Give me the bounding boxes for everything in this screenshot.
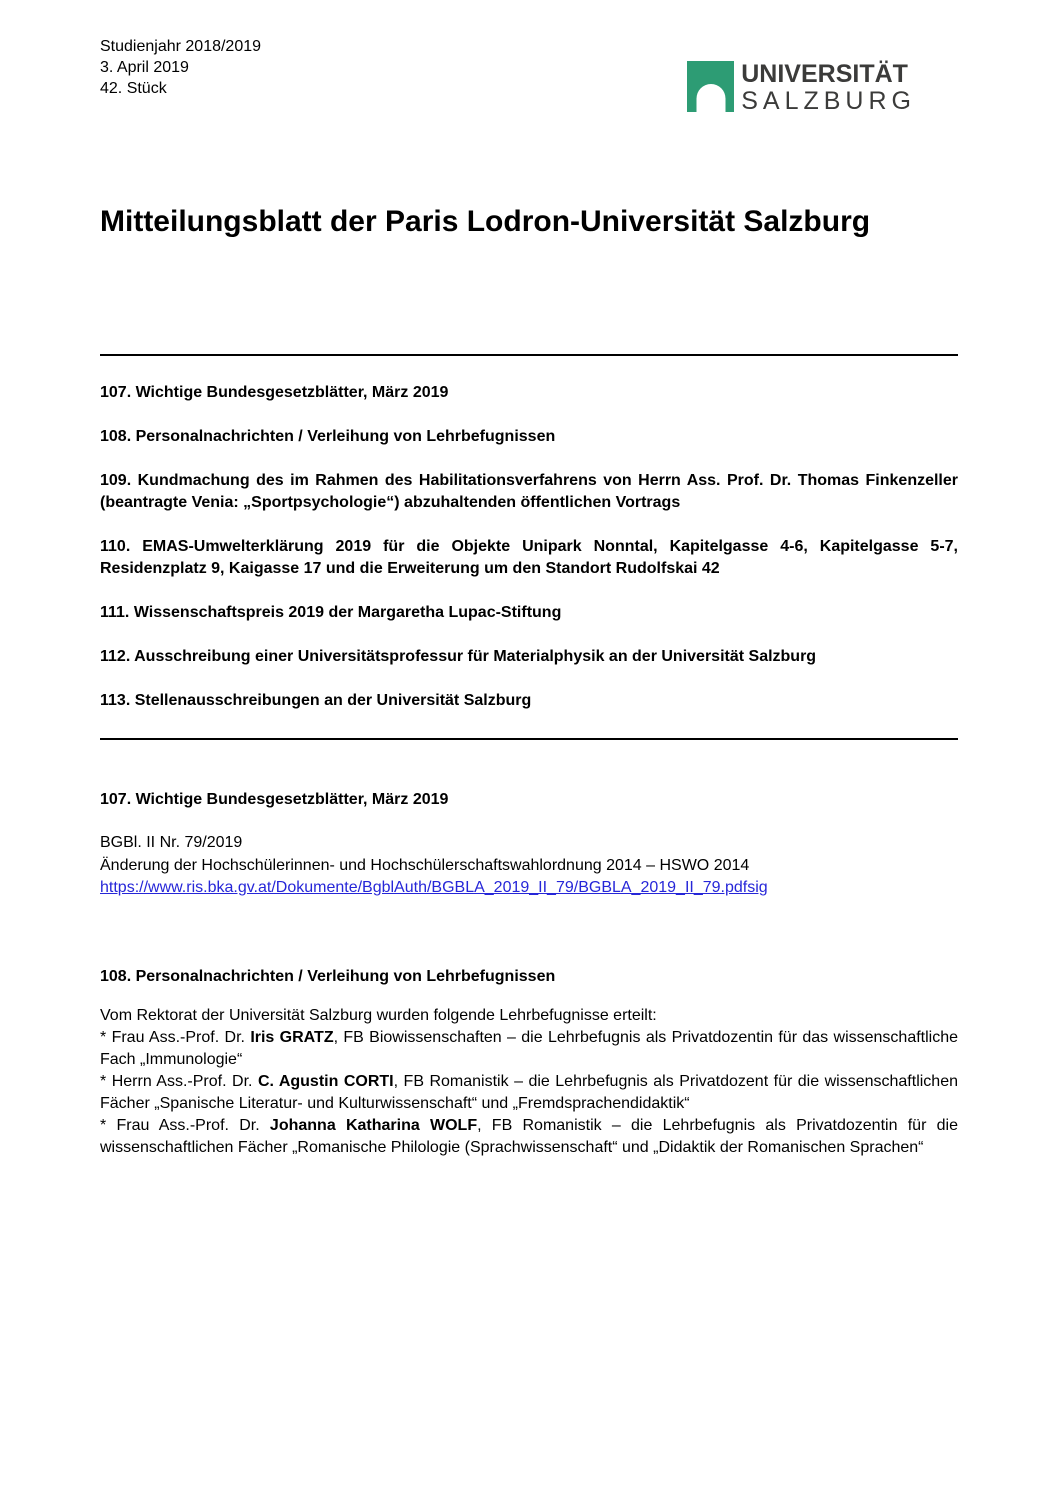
section-107-heading: 107. Wichtige Bundesgesetzblätter, März 2019 [100,791,449,808]
section-107 [100,789,958,900]
bgbl-link-line [100,877,958,900]
arch-shape [696,84,725,112]
section-108-intro: Vom Rektorat der Universität Salzburg wurden folgende Lehrbefugnisse erteilt: [100,1006,657,1024]
entry-person-name: C. Agustin CORTI [257,1072,394,1090]
entry-prefix: * Frau Ass.-Prof. Dr. [100,1116,270,1134]
toc-item-107: 107. Wichtige Bundesgesetzblätter, März 2019 [100,384,449,401]
lehrbefugnis-entry [100,1027,958,1071]
entry-person-name: Johanna Katharina WOLF [269,1116,478,1134]
toc-item-109: 109. Kundmachung des im Rahmen des Habilitationsverfahrens von Herrn Ass. Prof. Dr. Thomas Finkenzeller (beantragte Venia: „Sportpsychologie“) abzuhaltenden öffentlichen Vortrags [100,472,958,511]
issue-number-line: 42. Stück [100,80,167,97]
entry-suffix: , FB Romanistik – die Lehrbefugnis als Privatdozent für die wissenschaftlichen Fächer „Spanische Literatur- und Kulturwissenschaft“ und „Fremdsprachendidaktik“ [100,1072,958,1112]
section-108-heading: 108. Personalnachrichten / Verleihung von Lehrbefugnissen [100,967,556,985]
entry-person-name: Iris GRATZ [250,1028,334,1046]
entry-suffix: , FB Biowissenschaften – die Lehrbefugnis als Privatdozentin für das wissenschaftliche Fach „Immunologie“ [100,1028,959,1068]
entry-prefix: * Frau Ass.-Prof. Dr. [100,1028,251,1046]
logo-text [741,61,916,115]
table-of-contents [100,382,958,712]
logo-arch-icon [687,61,734,112]
date-line: 3. April 2019 [100,59,189,76]
bgbl-pdf-link[interactable]: https://www.ris.bka.gv.at/Dokumente/BgblAuth/BGBLA_2019_II_79/BGBLA_2019_II_79.pdfsig [100,879,768,896]
studienjahr-line: Studienjahr 2018/2019 [100,38,262,55]
toc-item-108: 108. Personalnachrichten / Verleihung von Lehrbefugnissen [100,428,556,445]
section-107-body [100,832,958,900]
toc-item-111: 111. Wissenschaftspreis 2019 der Margaretha Lupac-Stiftung [100,604,562,621]
bgbl-number-line: BGBl. II Nr. 79/2019 [100,834,243,851]
logo-universitaet-label: UNIVERSITÄT [741,60,908,88]
logo-salzburg-label: SALZBURG [741,87,916,115]
university-salzburg-logo [687,61,916,115]
lehrbefugnis-entry [100,1071,958,1115]
bgbl-subject-line: Änderung der Hochschülerinnen- und Hochschülerschaftswahlordnung 2014 – HSWO 2014 [100,856,750,874]
section-108-body [100,1005,958,1159]
lehrbefugnis-entry [100,1115,958,1159]
section-108 [100,966,958,1159]
divider-top [100,354,958,356]
toc-item-110: 110. EMAS-Umwelterklärung 2019 für die Objekte Unipark Nonntal, Kapitelgasse 4-6, Kapitelgasse 5-7, Residenzplatz 9, Kaigasse 17 und die Erweiterung um den Standort Rudolfskai 42 [100,538,958,577]
page-title: Mitteilungsblatt der Paris Lodron-Universität Salzburg [100,205,871,238]
entry-prefix: * Herrn Ass.-Prof. Dr. [100,1072,258,1090]
divider-bottom [100,738,958,740]
issue-info [100,36,261,99]
entry-suffix: , FB Romanistik – die Lehrbefugnis als Privatdozentin für die wissenschaftlichen Fächer „Romanische Philologie (Sprachwissenschaft“ und „Didaktik der Romanischen Sprachen“ [100,1116,959,1156]
toc-item-112: 112. Ausschreibung einer Universitätsprofessur für Materialphysik an der Universität Salzburg [100,648,817,665]
toc-item-113: 113. Stellenausschreibungen an der Universität Salzburg [100,692,532,709]
masthead [100,36,958,115]
